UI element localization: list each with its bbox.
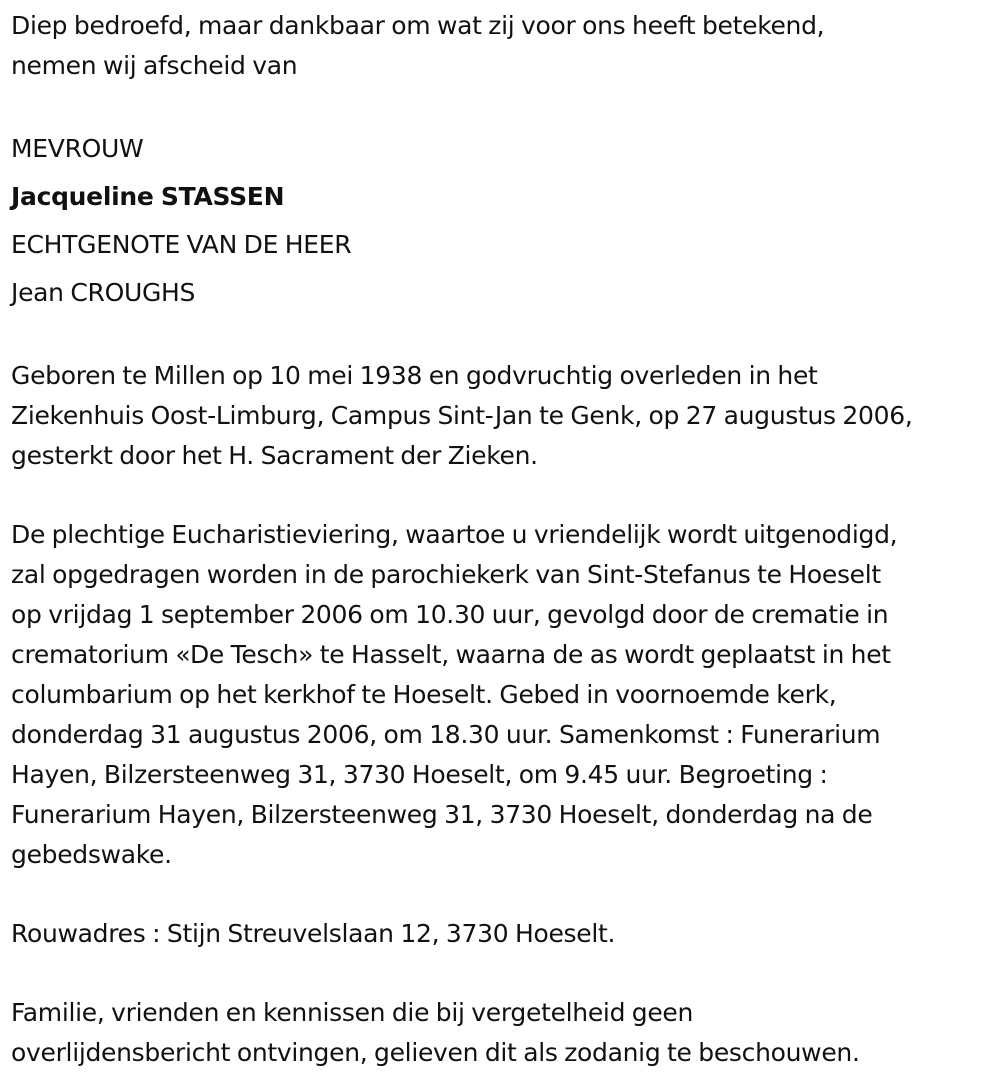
intro-line: Diep bedroefd, maar dankbaar om wat zij voor ons heeft betekend, <box>11 11 825 40</box>
deceased-block <box>11 125 996 317</box>
ceremony-line: gebedswake. <box>11 840 172 869</box>
birth-death-line: Ziekenhuis Oost-Limburg, Campus Sint-Jan te Genk, op 27 augustus 2006, <box>11 401 913 430</box>
ceremony-paragraph <box>11 515 996 875</box>
ceremony-line: crematorium «De Tesch» te Hasselt, waarna de as wordt geplaatst in het <box>11 640 891 669</box>
ceremony-line: zal opgedragen worden in de parochiekerk van Sint-Stefanus te Hoeselt <box>11 560 881 589</box>
deceased-relation: ECHTGENOTE VAN DE HEER <box>11 230 352 259</box>
spouse-name: Jean CROUGHS <box>11 278 196 307</box>
paragraph-gap <box>11 875 996 914</box>
paragraph-gap <box>11 86 996 125</box>
ceremony-line: Hayen, Bilzersteenweg 31, 3730 Hoeselt, om 9.45 uur. Begroeting : <box>11 760 828 789</box>
intro-line: nemen wij afscheid van <box>11 51 298 80</box>
closing-paragraph <box>11 993 996 1073</box>
address-paragraph <box>11 914 996 954</box>
paragraph-gap <box>11 954 996 993</box>
ceremony-line: Funerarium Hayen, Bilzersteenweg 31, 3730 Hoeselt, donderdag na de <box>11 800 873 829</box>
paragraph-gap <box>11 317 996 356</box>
closing-line: Familie, vrienden en kennissen die bij vergetelheid geen <box>11 998 694 1027</box>
mourning-address: Rouwadres : Stijn Streuvelslaan 12, 3730 Hoeselt. <box>11 919 616 948</box>
birth-death-line: gesterkt door het H. Sacrament der Zieken. <box>11 441 538 470</box>
ceremony-line: donderdag 31 augustus 2006, om 18.30 uur. Samenkomst : Funerarium <box>11 720 881 749</box>
paragraph-gap <box>11 476 996 515</box>
obituary-notice <box>11 6 996 1073</box>
closing-line: overlijdensbericht ontvingen, gelieven dit als zodanig te beschouwen. <box>11 1038 860 1067</box>
intro-paragraph <box>11 6 996 86</box>
birth-death-paragraph <box>11 356 996 476</box>
ceremony-line: columbarium op het kerkhof te Hoeselt. Gebed in voornoemde kerk, <box>11 680 837 709</box>
deceased-name: Jacqueline STASSEN <box>11 182 285 211</box>
ceremony-line: De plechtige Eucharistieviering, waartoe u vriendelijk wordt uitgenodigd, <box>11 520 898 549</box>
birth-death-line: Geboren te Millen op 10 mei 1938 en godvruchtig overleden in het <box>11 361 818 390</box>
deceased-title: MEVROUW <box>11 134 144 163</box>
ceremony-line: op vrijdag 1 september 2006 om 10.30 uur, gevolgd door de crematie in <box>11 600 889 629</box>
